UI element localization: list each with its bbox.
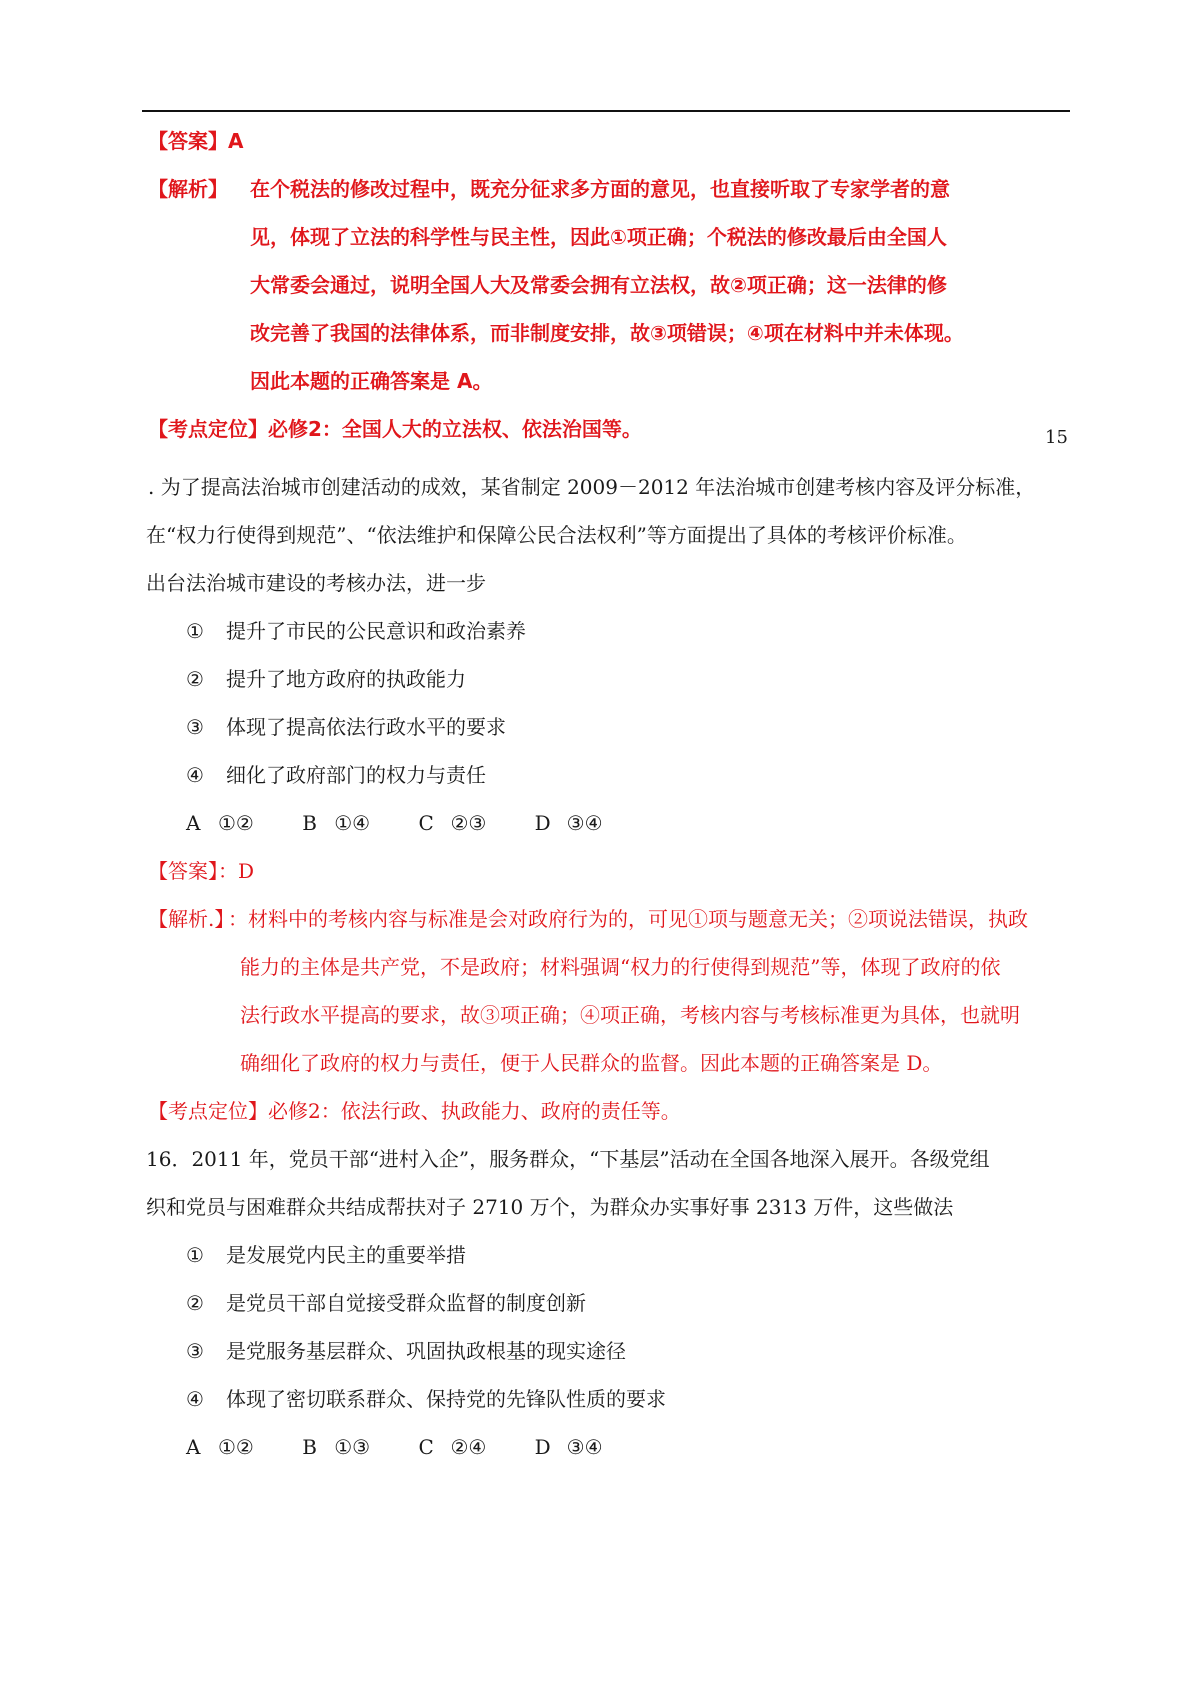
choice-key: D [534, 1435, 551, 1459]
q16-option-2 [186, 1288, 586, 1318]
header-rule [142, 110, 1070, 112]
analysis-line: 在个税法的修改过程中，既充分征求多方面的意见，也直接听取了专家学者的意 [250, 177, 950, 201]
choice-key: B [302, 811, 317, 835]
q16-stem-line: 织和党员与困难群众共结成帮扶对子 2710 万个，为群众办实事好事 2313 万件，这些做法 [146, 1195, 954, 1219]
choice-d [535, 1432, 603, 1462]
option-number: ① [186, 619, 204, 643]
q15-stem-line: 在“权力行使得到规范”、“依法维护和保障公民合法权利”等方面提出了具体的考核评价标准。 [146, 523, 967, 547]
q15-answer [148, 856, 254, 886]
choice-value: ①③ [334, 1435, 371, 1459]
analysis-line: 大常委会通过，说明全国人大及常委会拥有立法权，故②项正确；这一法律的修 [250, 273, 947, 297]
q15-choices [186, 808, 645, 838]
choice-a [186, 808, 254, 838]
analysis-label: 【解析】 [148, 177, 228, 201]
option-text: 细化了政府部门的权力与责任 [226, 763, 486, 787]
option-number: ② [186, 1291, 204, 1315]
analysis-line: 因此本题的正确答案是 A。 [250, 369, 493, 393]
q16-stem-line: 16．2011 年，党员干部“进村入企”，服务群众，“下基层”活动在全国各地深入展开。各级党组 [146, 1147, 990, 1171]
q15-stem-line: . 为了提高法治城市创建活动的成效，某省制定 2009－2012 年法治城市创建考核内容及评分标准， [148, 475, 1036, 499]
choice-value: ③④ [566, 811, 603, 835]
analysis-line: ：材料中的考核内容与标准是会对政府行为的，可见①项与题意无关；②项说法错误，执政 [228, 907, 1028, 931]
q15-option-4 [186, 760, 486, 790]
option-text: 是党员干部自觉接受群众监督的制度创新 [226, 1291, 586, 1315]
analysis-line: 能力的主体是共产党，不是政府；材料强调“权力的行使得到规范”等，体现了政府的依 [240, 955, 1001, 979]
choice-key: C [418, 811, 434, 835]
choice-b [302, 1432, 370, 1462]
page-number: 15 [1045, 427, 1068, 448]
topic-text: 必修2：全国人大的立法权、依法治国等。 [268, 417, 642, 441]
topic-line-1 [148, 414, 642, 444]
answer-label: 【答案】 [148, 129, 228, 153]
choice-value: ①④ [334, 811, 371, 835]
option-text: 提升了地方政府的执政能力 [226, 667, 466, 691]
q16-option-1 [186, 1240, 466, 1270]
option-number: ③ [186, 1339, 204, 1363]
q15-option-1 [186, 616, 526, 646]
analysis-line: 改完善了我国的法律体系，而非制度安排，故③项错误；④项在材料中并未体现。 [250, 321, 964, 345]
choice-key: C [418, 1435, 434, 1459]
answer-label: 【答案】 [148, 859, 218, 883]
answer-line-1 [148, 126, 243, 156]
q15-option-3 [186, 712, 506, 742]
option-number: ① [186, 1243, 204, 1267]
q15-option-2 [186, 664, 466, 694]
option-number: ④ [186, 763, 204, 787]
analysis-line: 见，体现了立法的科学性与民主性，因此①项正确；个税法的修改最后由全国人 [250, 225, 947, 249]
option-text: 是党服务基层群众、巩固执政根基的现实途径 [226, 1339, 626, 1363]
choice-b [302, 808, 370, 838]
option-number: ② [186, 667, 204, 691]
choice-key: A [186, 1435, 201, 1459]
analysis-line: 法行政水平提高的要求，故③项正确；④项正确，考核内容与考核标准更为具体，也就明 [240, 1003, 1020, 1027]
q16-option-4 [186, 1384, 666, 1414]
choice-c [418, 808, 486, 838]
q15-topic [148, 1096, 681, 1126]
q15-analysis-label: 【解析.】 [148, 907, 235, 931]
choice-key: B [302, 1435, 317, 1459]
option-text: 体现了提高依法行政水平的要求 [226, 715, 506, 739]
option-text: 体现了密切联系群众、保持党的先锋队性质的要求 [226, 1387, 666, 1411]
choice-value: ②④ [450, 1435, 487, 1459]
choice-value: ①② [218, 1435, 254, 1459]
choice-a [186, 1432, 254, 1462]
q15-stem-line: 出台法治城市建设的考核办法，进一步 [146, 571, 486, 595]
choice-d [535, 808, 603, 838]
choice-c [418, 1432, 486, 1462]
q16-choices [186, 1432, 645, 1462]
answer-value: A [228, 129, 244, 153]
option-text: 是发展党内民主的重要举措 [226, 1243, 466, 1267]
q16-option-3 [186, 1336, 626, 1366]
choice-key: A [186, 811, 201, 835]
topic-label: 【考点定位】 [148, 417, 268, 441]
topic-text: 必修2：依法行政、执政能力、政府的责任等。 [268, 1099, 681, 1123]
choice-value: ①② [218, 811, 254, 835]
answer-value: ：D [218, 859, 255, 883]
choice-key: D [534, 811, 551, 835]
option-number: ③ [186, 715, 204, 739]
topic-label: 【考点定位】 [148, 1099, 268, 1123]
choice-value: ③④ [566, 1435, 603, 1459]
analysis-line: 确细化了政府的权力与责任，便于人民群众的监督。因此本题的正确答案是 D。 [240, 1051, 943, 1075]
option-number: ④ [186, 1387, 204, 1411]
option-text: 提升了市民的公民意识和政治素养 [226, 619, 526, 643]
choice-value: ②③ [450, 811, 487, 835]
